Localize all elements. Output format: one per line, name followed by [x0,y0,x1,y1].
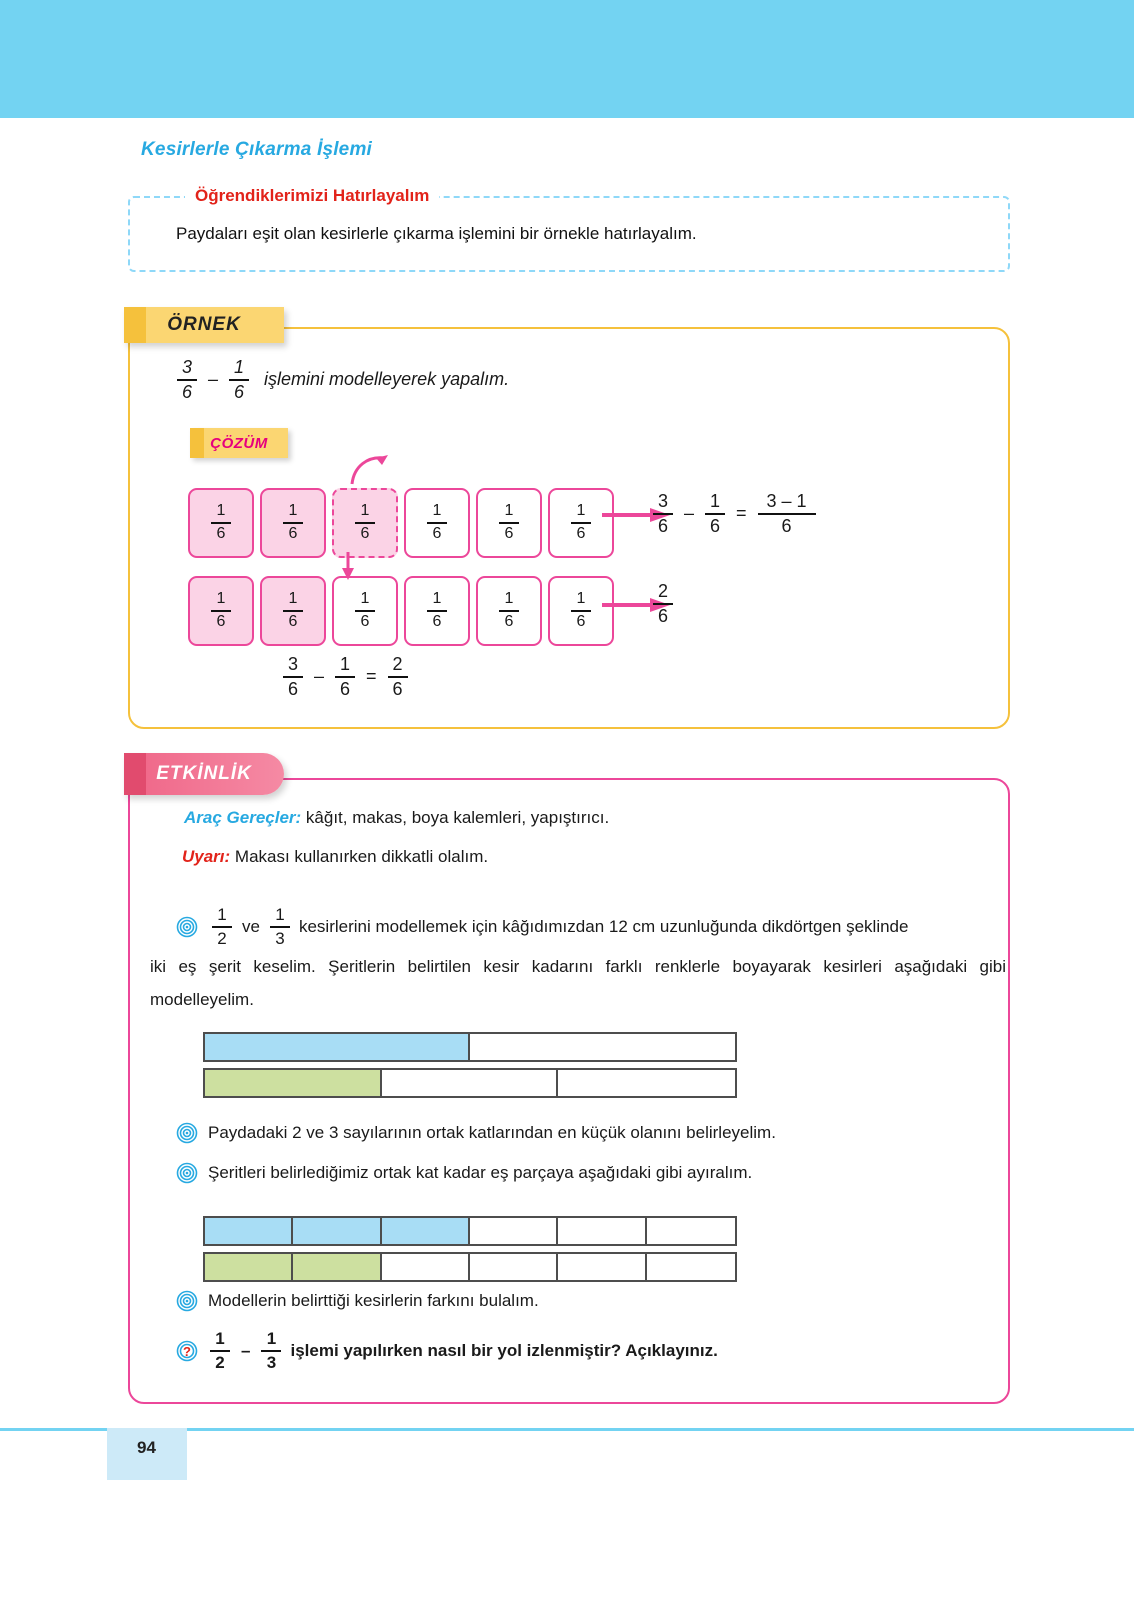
fraction-bar [210,1350,230,1352]
numerator: 1 [217,905,227,924]
step2-text: Paydadaki 2 ve 3 sayılarının ortak katlarından en küçük olanını belirleyelim. [208,1123,776,1142]
numerator: 1 [216,502,226,520]
denominator: 6 [392,678,403,699]
activity-step-2 [176,1122,776,1144]
numerator: 1 [360,590,370,608]
numerator: 1 [432,502,442,520]
fraction-bar [335,676,355,678]
fraction-bar [571,522,591,524]
denominator: 6 [216,613,226,630]
fraction-cell [476,576,542,646]
warning-label: Uyarı: [182,847,231,866]
fraction-bar [355,522,375,524]
fraction-bar [270,926,290,928]
statement-fraction-1 [177,358,197,402]
step1-ve: ve [242,917,260,937]
strip-segment-empty [647,1254,735,1280]
equation-fraction-2 [335,655,355,699]
denominator: 6 [287,678,298,699]
fraction-bar [427,522,447,524]
fraction-cell [260,488,326,558]
denominator: 3 [266,1352,277,1372]
numerator: 2 [657,581,668,601]
denominator: 6 [576,525,586,542]
equation-fraction-1 [283,655,303,699]
fraction-model-row-2 [188,576,614,646]
fraction-bar [653,513,673,515]
equation-result-fraction [653,582,673,626]
statement-fraction-2 [229,358,249,402]
step1-fraction-1 [212,906,232,948]
denominator: 6 [216,525,226,542]
numerator: 1 [288,502,298,520]
numerator: 1 [432,590,442,608]
equation-fraction-result [758,492,816,536]
example-equation-1 [648,492,821,536]
numerator: 1 [275,905,285,924]
strip-segment-filled [382,1218,470,1244]
numerator: 3 – 1 [766,491,807,511]
denominator: 6 [657,515,668,536]
equation-operator: – [684,503,695,524]
fraction-bar [283,676,303,678]
strip-segment-filled [205,1254,293,1280]
fraction-cell [332,576,398,646]
top-banner [0,0,1134,118]
strip-segment-empty [558,1254,646,1280]
strip-segment-empty [470,1034,735,1060]
fraction-bar [499,610,519,612]
step5-operator: – [241,1340,251,1360]
numerator: 3 [287,654,298,674]
statement-operator: – [208,369,219,390]
denominator: 6 [288,613,298,630]
numerator: 1 [215,1329,225,1348]
numerator: 1 [504,502,514,520]
equation-fraction-result [388,655,408,699]
step3-text: Şeritleri belirlediğimiz ortak kat kadar eş parçaya aşağıdaki gibi ayıralım. [208,1163,753,1182]
strip-segment-empty [470,1218,558,1244]
equals-sign: = [736,503,747,524]
numerator: 1 [266,1329,277,1348]
page-title: Kesirlerle Çıkarma İşlemi [141,139,373,160]
materials-line [184,808,609,828]
curved-arrow-up-icon [348,452,390,486]
strip-segment-empty [558,1218,646,1244]
numerator: 1 [710,491,721,511]
denominator: 6 [781,515,792,536]
equation-fraction-1 [653,492,673,536]
activity-step-5 [176,1330,718,1372]
denominator: 6 [181,381,192,402]
fraction-cell [188,488,254,558]
example-statement [172,358,509,402]
strip-segment-filled [293,1254,381,1280]
remember-title: Öğrendiklerimizi Hatırlayalım [185,186,439,206]
materials-label: Araç Gereçler: [184,808,302,827]
warning-line [182,847,488,867]
fraction-cell [188,576,254,646]
fraction-bar [705,513,725,515]
numerator: 3 [181,357,192,377]
example-equation-bottom [278,655,413,699]
fraction-bar [571,610,591,612]
equation-fraction-2 [705,492,725,536]
numerator: 1 [504,590,514,608]
denominator: 6 [504,613,514,630]
denominator: 6 [657,605,668,626]
activity-badge-label: ETKİNLİK [156,763,252,784]
page-number: 94 [137,1438,156,1457]
strip-segment-empty [382,1254,470,1280]
fraction-bar [653,603,673,605]
fraction-cell [260,576,326,646]
fraction-bar [261,1350,281,1352]
equation-operator: – [314,666,325,687]
example-equation-2 [648,582,678,626]
fraction-bar [229,379,249,381]
fraction-bar [355,610,375,612]
strip-segment-filled [205,1218,293,1244]
denominator: 6 [340,678,351,699]
step5-fraction-2 [261,1330,281,1372]
denominator: 6 [576,613,586,630]
arrow-down-icon [338,552,358,580]
fraction-bar [177,379,197,381]
strip-segment-empty [558,1070,735,1096]
strip-segment-filled [205,1070,382,1096]
target-bullet-icon [176,916,198,938]
numerator: 2 [392,654,403,674]
fraction-bar [212,926,232,928]
example-badge [124,307,284,343]
example-badge-label: ÖRNEK [167,314,241,335]
denominator: 2 [217,928,227,948]
strip-segment-empty [470,1254,558,1280]
strip-segment-filled [205,1034,470,1060]
fraction-cell [404,488,470,558]
denominator: 6 [360,525,370,542]
numerator: 1 [288,590,298,608]
remember-text: Paydaları eşit olan kesirlerle çıkarma işlemini bir örnekle hatırlayalım. [176,224,697,243]
denominator: 2 [215,1352,225,1372]
step5-fraction-1 [210,1330,230,1372]
fraction-bar [211,610,231,612]
activity-step-3 [176,1162,752,1184]
activity-step-4 [176,1290,539,1312]
fraction-bar [388,676,408,678]
numerator: 3 [657,491,668,511]
step4-text: Modellerin belirttiği kesirlerin farkını bulalım. [208,1291,539,1310]
step5-text: işlemi yapılırken nasıl bir yol izlenmiştir? Açıklayınız. [290,1340,718,1360]
question-target-bullet-icon [176,1340,198,1362]
materials-text: kâğıt, makas, boya kalemleri, yapıştırıcı. [301,808,610,827]
strip-model-three-sixths [203,1216,737,1246]
fraction-cell-removed [332,488,398,558]
numerator: 1 [234,357,245,377]
denominator: 6 [710,515,721,536]
target-bullet-icon [176,1290,198,1312]
fraction-bar [427,610,447,612]
target-bullet-icon [176,1122,198,1144]
denominator: 6 [432,525,442,542]
strip-model-third [203,1068,737,1098]
fraction-bar [283,610,303,612]
numerator: 1 [576,502,586,520]
denominator: 3 [275,928,285,948]
strip-segment-filled [293,1218,381,1244]
strip-model-two-sixths [203,1252,737,1282]
denominator: 6 [288,525,298,542]
fraction-bar [211,522,231,524]
solution-badge [190,428,288,458]
statement-text: işlemini modelleyerek yapalım. [264,369,510,390]
step1-text-after: kesirlerini modellemek için kâğıdımızdan 12 cm uzunluğunda dikdörtgen şeklinde [298,917,909,937]
numerator: 1 [340,654,351,674]
numerator: 1 [216,590,226,608]
fraction-model-row-1 [188,488,614,558]
fraction-bar [758,513,816,515]
numerator: 1 [360,502,370,520]
svg-text:?: ? [183,1343,191,1359]
solution-badge-label: ÇÖZÜM [210,434,268,452]
fraction-cell [404,576,470,646]
denominator: 6 [234,381,245,402]
fraction-bar [499,522,519,524]
denominator: 6 [360,613,370,630]
step1-text-rest: iki eş şerit keselim. Şeritlerin belirtilen kesir kadarını farklı renklerle boyayarak kesirleri aşağıdaki gibi modelleyelim. [150,956,1006,1009]
activity-step-1 [150,905,1006,1016]
step1-fraction-2 [270,906,290,948]
fraction-bar [283,522,303,524]
numerator: 1 [576,590,586,608]
warning-text: Makası kullanırken dikkatli olalım. [230,847,489,866]
strip-segment-empty [382,1070,559,1096]
denominator: 6 [432,613,442,630]
strip-segment-empty [647,1218,735,1244]
activity-badge [124,753,284,795]
strip-model-half [203,1032,737,1062]
denominator: 6 [504,525,514,542]
target-bullet-icon [176,1162,198,1184]
equals-sign: = [366,666,377,687]
fraction-cell [476,488,542,558]
